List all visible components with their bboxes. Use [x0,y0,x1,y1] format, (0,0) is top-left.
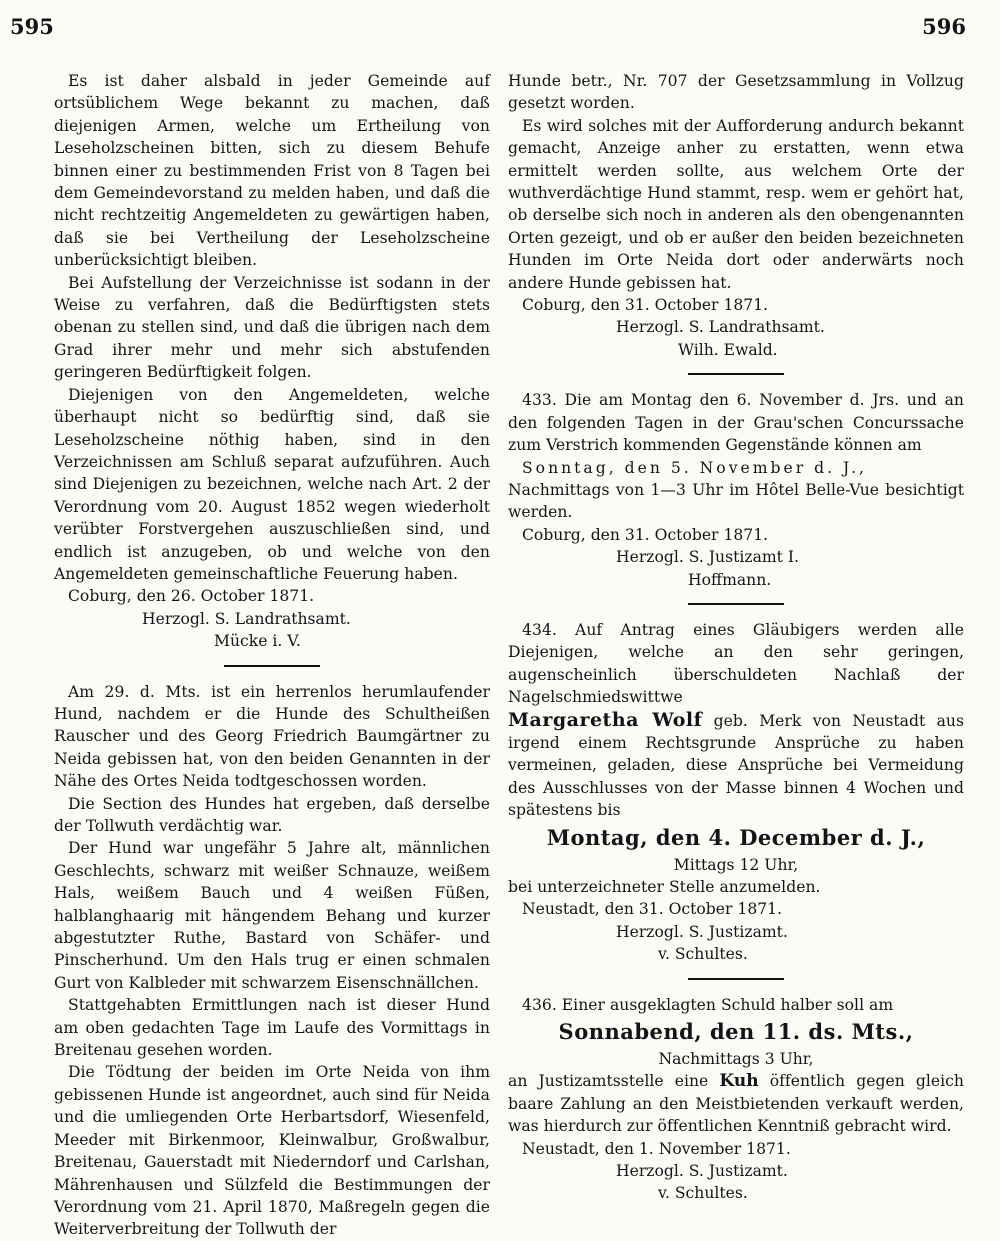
paragraph: Es ist daher alsbald in jeder Gemeinde auf ortsüblichem Wege bekannt zu machen, daß diejenigen Armen, welche um Ertheilung von Leseholzscheinen bitten, sich zu diesem Behufe binnen einer zu bestimmenden Frist von 8 Tagen bei dem Gemeindevorstand zu melden haben, und daß die nicht rechtzeitig Angemeldeten zu gewärtigen haben, daß sie bei Vertheilung der Leseholzscheine unberücksichtigt bleiben. [54,72,490,270]
paragraph: Die Tödtung der beiden im Orte Neida von ihm gebissenen Hunde ist angeordnet, auch sind für Neida und die umliegenden Orte Herbartsdorf, Wiesenfeld, Meeder mit Birkenmoor, Kleinwalbur, Großwalbur, Breitenau, Gauerstadt mit Niederndorf und Carlshan, Mährenhausen und Sülzfeld die Bestimmungen der Verordnung vom 21. April 1870, Maßregeln gegen die Weiterverbreitung der Tollwuth der [54,1063,490,1239]
left-column [54,70,490,1241]
notice-436-time: Nachmittags 3 Uhr, [658,1050,814,1069]
divider [224,665,320,667]
paragraph: Bei Aufstellung der Verzeichnisse ist sodann in der Weise zu verfahren, daß die Bedürftigsten stets obenan zu stellen sind, und daß die übrigen nach dem Grad ihrer mehr und mehr sich abstufenden geringeren Bedürftigkeit folgen. [54,273,490,382]
page-number-right: 596 [922,14,966,39]
notice-433: 433. Die am Montag den 6. November d. Jrs. und an den folgenden Tagen in der Grau'schen Concurssache zum Verstrich kommenden Gegenstände können am [508,391,964,455]
notice-434-end: bei unterzeichneter Stelle anzumelden. [508,878,821,896]
signature-office: Herzogl. S. Justizamt I. [616,548,799,567]
signature-office: Herzogl. S. Justizamt. [616,922,788,941]
signature-office: Herzogl. S. Justizamt. [616,1162,788,1181]
paragraph: Der Hund war ungefähr 5 Jahre alt, männlichen Geschlechts, schwarz mit weißer Schnauze, weißem Hals, weißem Bauch und 4 weißen Füßen, halblanghaarig mit hängendem Behang und kurzer abgestutzter Ruthe, Bastard von Schäfer- und Pinscherhund. Um den Hals trug er einen schmalen Gurt von Kalbleder mit schwarzem Eisenschnällchen. [54,839,490,992]
notice-434-name: Margaretha Wolf [508,708,703,731]
signature-name: Mücke i. V. [214,632,301,651]
right-column [508,70,964,1205]
signature-name: Hoffmann. [688,570,772,589]
notice-436: 436. Einer ausgeklagten Schuld halber soll am [522,995,894,1014]
notice-436-date: Sonnabend, den 11. ds. Mts., [558,1019,914,1045]
notice-434-deadline: Montag, den 4. December d. J., [546,824,926,850]
divider [688,978,784,980]
signature-date: Coburg, den 31. October 1871. [522,525,769,544]
paragraph: Diejenigen von den Angemeldeten, welche überhaupt nicht so bedürftig sind, daß sie Leseholzscheine nöthig haben, sind in den Verzeichnissen am Schluß separat aufzuführen. Auch sind Diejenigen zu bezeichnen, welche nach Art. 2 der Verordnung vom 20. August 1852 wegen wiederholt verübter Forstvergehen auszuschließen sind, und endlich ist anzugeben, ob und welche von den Angemeldeten gemeinschaftliche Feuerung haben. [54,385,490,583]
notice-433-time: Nachmittags von 1—3 Uhr im Hôtel Belle-Vue besichtigt werden. [508,480,964,522]
notice-433-date: Sonntag, den 5. November d. J., [522,458,867,477]
paragraph: Am 29. d. Mts. ist ein herrenlos herumlaufender Hund, nachdem er die Hunde des Schultheißen Rauscher und des Georg Friedrich Baumgärtner zu Neida gebissen hat, von den beiden Genannten in der Nähe des Ortes Neida todtgeschossen worden. [54,682,490,791]
paragraph: Die Section des Hundes hat ergeben, daß derselbe der Tollwuth verdächtig war. [54,794,490,835]
signature-date: Neustadt, den 1. November 1871. [522,1139,791,1158]
page-number-left: 595 [10,14,54,39]
signature-name: v. Schultes. [658,945,748,964]
notice-436-kuh: Kuh [719,1071,759,1092]
signature-name: v. Schultes. [658,1184,748,1203]
signature-name: Wilh. Ewald. [678,340,778,359]
notice-434: 434. Auf Antrag eines Gläubigers werden alle Diejenigen, welche an den sehr geringen, augenscheinlich überschuldeten Nachlaß der Nagelschmiedswittwe [508,620,964,707]
divider [688,373,784,375]
signature-office: Herzogl. S. Landrathsamt. [142,609,351,628]
notice-434-body [508,709,964,822]
signature-date: Coburg, den 31. October 1871. [522,296,769,315]
signature-date: Neustadt, den 31. October 1871. [522,900,783,919]
paragraph: Es wird solches mit der Aufforderung andurch bekannt gemacht, Anzeige anher zu erstatten, wenn etwa ermittelt werden sollte, aus welchem Orte der wuthverdächtige Hund stammt, resp. wem er gehört hat, ob derselbe sich noch in anderen als den obengenannten Orten gezeigt, und ob er außer den beiden bezeichneten Hunden im Orte Neida dort oder anderwärts noch andere Hunde gebissen hat. [508,116,964,292]
divider [688,603,784,605]
paragraph: Hunde betr., Nr. 707 der Gesetzsammlung in Vollzug gesetzt worden. [508,72,964,113]
notice-434-text: geb. Merk von Neustadt aus irgend einem Rechtsgrunde Ansprüche zu haben vermeinen, geladen, diese Ansprüche bei Vermeidung des Ausschlusses von der Masse binnen 4 Wochen und spätestens bis [508,711,964,820]
notice-434-time: Mittags 12 Uhr, [673,855,799,874]
notice-436-text-2: öffentlich gegen gleich baare Zahlung an den Meistbietenden verkauft werden, was hierdurch zur öffentlichen Kenntniß gebracht wird. [508,1072,964,1136]
paragraph: Stattgehabten Ermittlungen nach ist dieser Hund am oben gedachten Tage im Laufe des Vormittags in Breitenau gesehen worden. [54,996,490,1060]
notice-436-body [508,1070,964,1137]
signature-date: Coburg, den 26. October 1871. [68,587,315,606]
notice-436-text: an Justizamtsstelle eine [508,1072,709,1091]
signature-office: Herzogl. S. Landrathsamt. [616,318,825,337]
